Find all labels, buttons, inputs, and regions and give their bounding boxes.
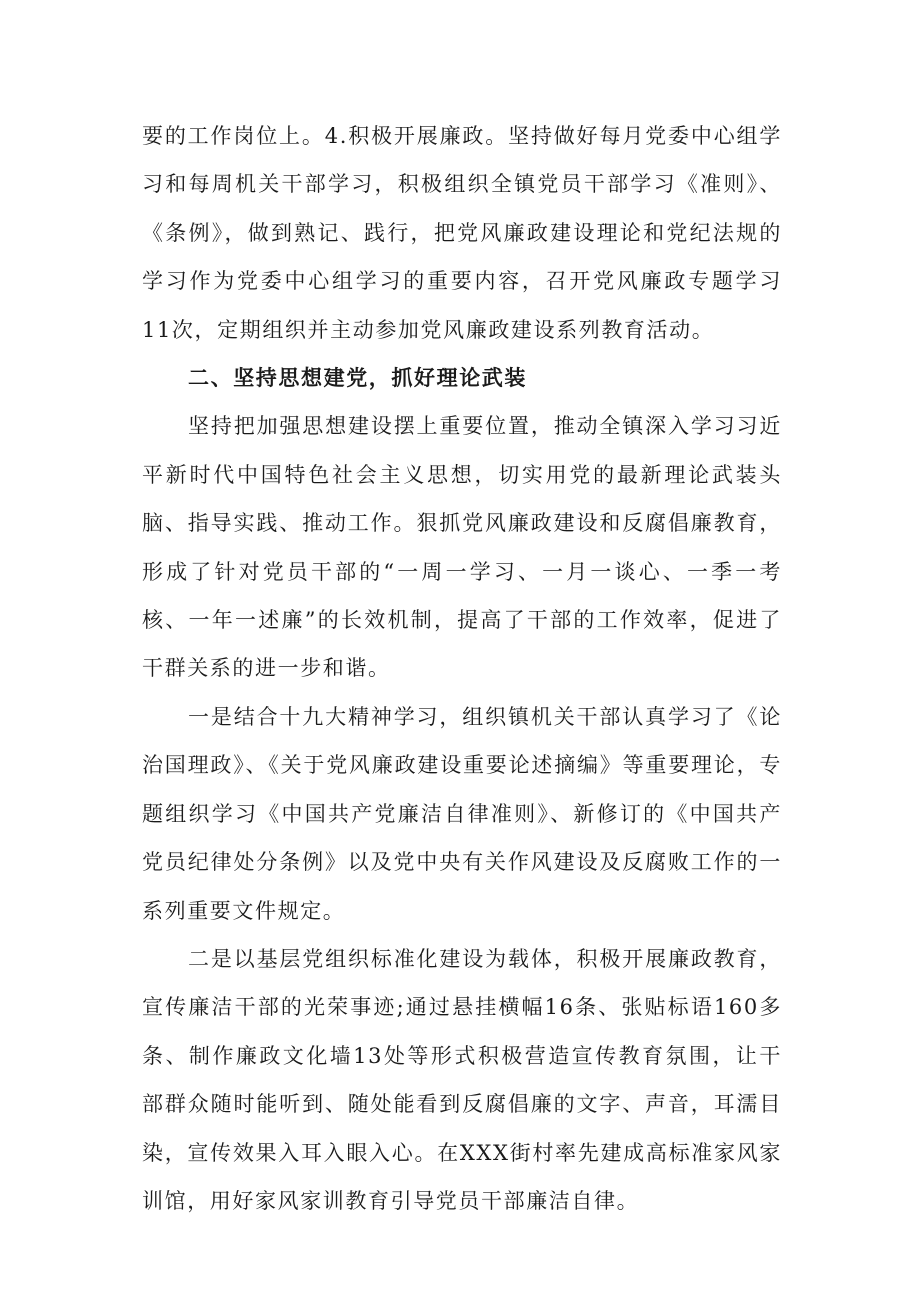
paragraph-continuation: 要的工作岗位上。4.积极开展廉政。坚持做好每月党委中心组学习和每周机关干部学习，积极组织全镇党员干部学习《准则》、《条例》，做到熟记、践行，把党风廉政建设理论和党纪法规的学习作为党委中心组学习的重要内容，召开党风廉政专题学习11次，定期组织并主动参加党风廉政建设系列教育活动。 xyxy=(142,124,782,342)
paragraph-study-item-two: 二是以基层党组织标准化建设为载体，积极开展廉政教育，宣传廉洁干部的光荣事迹;通过悬挂横幅16条、张贴标语160多条、制作廉政文化墙13处等形式积极营造宣传教育氛围，让干部群众随时能听到、随处能看到反腐倡廉的文字、声音，耳濡目染，宣传效果入耳入眼入心。在XXX街村率先建成高标准家风家训馆，用好家风家训教育引导党员干部廉洁自律。 xyxy=(142,946,782,1213)
paragraph-ideological-building: 坚持把加强思想建设摆上重要位置，推动全镇深入学习习近平新时代中国特色社会主义思想，切实用党的最新理论武装头脑、指导实践、推动工作。狠抓党风廉政建设和反腐倡廉教育，形成了针对党员干部的“一周一学习、一月一谈心、一季一考核、一年一述廉”的长效机制，提高了干部的工作效率，促进了干群关系的进一步和谐。 xyxy=(142,414,782,681)
paragraph-study-item-one: 一是结合十九大精神学习，组织镇机关干部认真学习了《论治国理政》、《关于党风廉政建设重要论述摘编》等重要理论，专题组织学习《中国共产党廉洁自律准则》、新修订的《中国共产党员纪律处分条例》以及党中央有关作风建设及反腐败工作的一系列重要文件规定。 xyxy=(142,704,782,923)
section-heading: 二、坚持思想建党，抓好理论武装 xyxy=(188,365,527,391)
document-body xyxy=(142,112,782,1225)
